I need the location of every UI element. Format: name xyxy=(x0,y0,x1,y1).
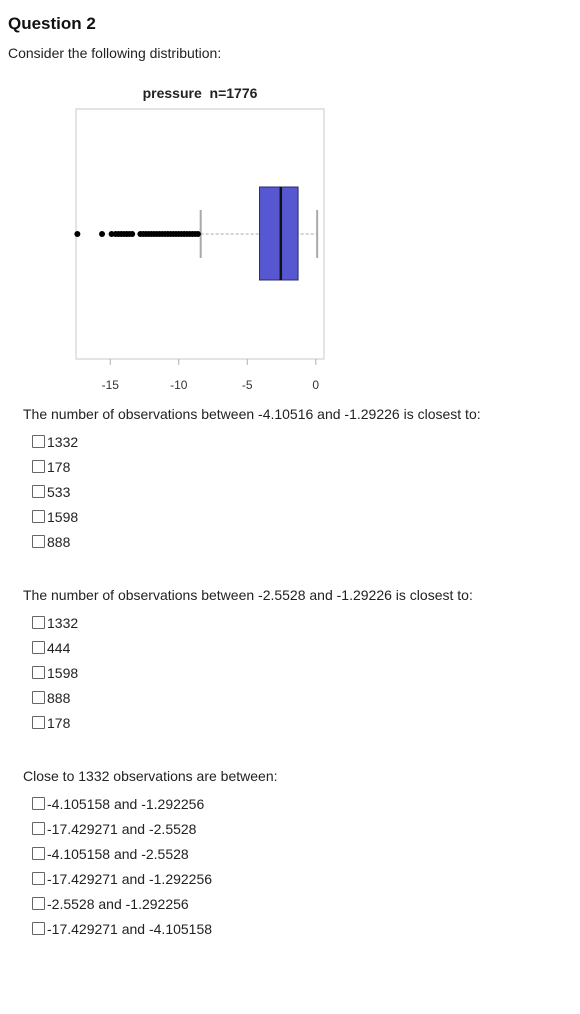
option-label: 178 xyxy=(47,458,71,475)
iqr-box xyxy=(260,187,299,280)
x-tick-label: 0 xyxy=(312,378,320,392)
q2-option-1[interactable] xyxy=(32,610,78,635)
checkbox[interactable] xyxy=(32,872,45,885)
checkbox[interactable] xyxy=(32,922,45,935)
x-tick-label: -15 xyxy=(101,378,119,392)
q1-option-3[interactable] xyxy=(32,479,78,504)
checkbox[interactable] xyxy=(32,822,45,835)
q3-option-2[interactable] xyxy=(32,816,212,841)
checkbox[interactable] xyxy=(32,797,45,810)
q2-option-4[interactable] xyxy=(32,685,78,710)
option-label: -17.429271 and -4.105158 xyxy=(47,920,213,937)
option-label: -2.5528 and -1.292256 xyxy=(47,895,189,912)
option-label: -4.105158 and -2.5528 xyxy=(47,845,189,862)
option-label: 533 xyxy=(47,483,71,500)
q1-option-5[interactable] xyxy=(32,529,78,554)
checkbox[interactable] xyxy=(32,641,45,654)
checkbox[interactable] xyxy=(32,666,45,679)
checkbox[interactable] xyxy=(32,435,45,448)
q3-option-6[interactable] xyxy=(32,916,212,941)
x-tick-label: -10 xyxy=(170,378,188,392)
outlier-point xyxy=(195,231,201,237)
x-tick-label: -5 xyxy=(241,378,253,392)
question-2-options xyxy=(32,610,78,735)
question-1-prompt: The number of observations between -4.10516 and -1.29226 is closest to: xyxy=(23,406,481,422)
checkbox[interactable] xyxy=(32,535,45,548)
checkbox[interactable] xyxy=(32,510,45,523)
q1-option-2[interactable] xyxy=(32,454,78,479)
question-intro: Consider the following distribution: xyxy=(8,45,222,61)
outlier-point xyxy=(129,231,135,237)
question-3-prompt: Close to 1332 observations are between: xyxy=(23,768,278,784)
option-label: 1598 xyxy=(47,508,79,525)
chart-title: pressure n=1776 xyxy=(142,85,258,101)
q2-option-2[interactable] xyxy=(32,635,78,660)
option-label: 178 xyxy=(47,714,71,731)
checkbox[interactable] xyxy=(32,616,45,629)
option-label: 1332 xyxy=(47,614,79,631)
question-title: Question 2 xyxy=(8,14,96,33)
question-3-options xyxy=(32,791,212,941)
outlier-point xyxy=(74,231,80,237)
checkbox[interactable] xyxy=(32,691,45,704)
q3-option-1[interactable] xyxy=(32,791,212,816)
option-label: -4.105158 and -1.292256 xyxy=(47,795,205,812)
option-label: -17.429271 and -2.5528 xyxy=(47,820,197,837)
q1-option-4[interactable] xyxy=(32,504,78,529)
checkbox[interactable] xyxy=(32,716,45,729)
outlier-point xyxy=(99,231,105,237)
q1-option-1[interactable] xyxy=(32,429,78,454)
q2-option-3[interactable] xyxy=(32,660,78,685)
q3-option-5[interactable] xyxy=(32,891,212,916)
question-2-prompt: The number of observations between -2.5528 and -1.29226 is closest to: xyxy=(23,587,473,603)
option-label: -17.429271 and -1.292256 xyxy=(47,870,213,887)
checkbox[interactable] xyxy=(32,485,45,498)
option-label: 444 xyxy=(47,639,71,656)
q2-option-5[interactable] xyxy=(32,710,78,735)
boxplot-chart xyxy=(0,75,580,400)
question-1-options xyxy=(32,429,78,554)
option-label: 888 xyxy=(47,533,71,550)
q3-option-4[interactable] xyxy=(32,866,212,891)
checkbox[interactable] xyxy=(32,897,45,910)
q3-option-3[interactable] xyxy=(32,841,212,866)
checkbox[interactable] xyxy=(32,460,45,473)
checkbox[interactable] xyxy=(32,847,45,860)
option-label: 1332 xyxy=(47,433,79,450)
option-label: 1598 xyxy=(47,664,79,681)
option-label: 888 xyxy=(47,689,71,706)
boxplot-figure xyxy=(0,75,580,400)
